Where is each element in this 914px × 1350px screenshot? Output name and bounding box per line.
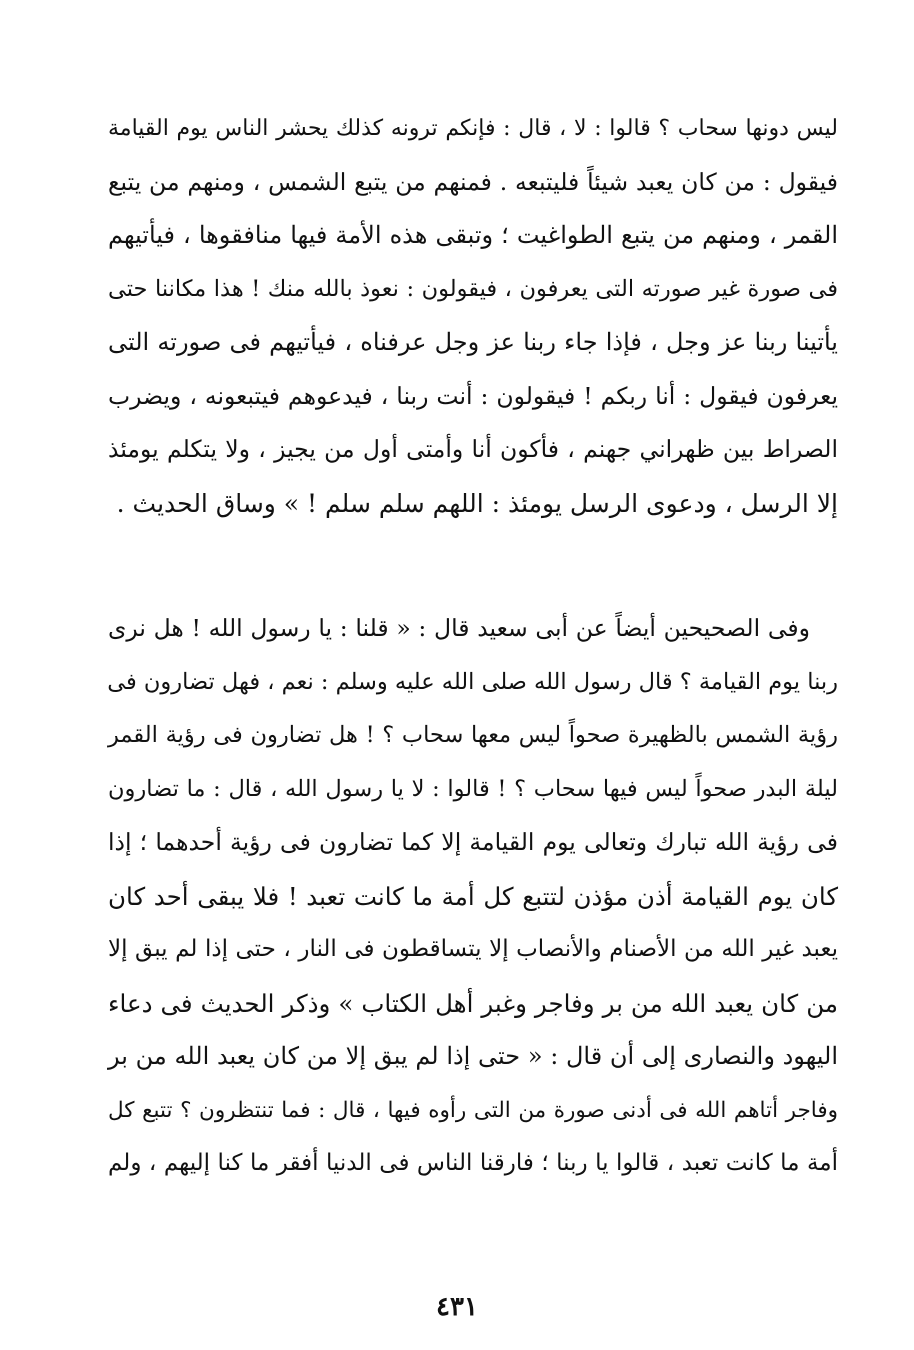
text-line: ليس دونها سحاب ؟ قالوا : لا ، قال : فإنكم ترونه كذلك يحشر الناس يوم القيامة bbox=[108, 116, 838, 141]
text-line: الصراط بين ظهراني جهنم ، فأكون أنا وأمتى أول من يجيز ، ولا يتكلم يومئذ bbox=[108, 435, 838, 463]
text-line: القمر ، ومنهم من يتبع الطواغيت ؛ وتبقى هذه الأمة فيها منافقوها ، فيأتيهم bbox=[108, 221, 838, 249]
page-number: ٤٣١ bbox=[436, 1292, 478, 1322]
text-line: وفاجر أتاهم الله فى أدنى صورة من التى رأوه فيها ، قال : فما تنتظرون ؟ تتبع كل bbox=[108, 1097, 838, 1123]
text-line: أمة ما كانت تعبد ، قالوا يا ربنا ؛ فارقنا الناس فى الدنيا أفقر ما كنا إليهم ، ولم bbox=[108, 1150, 838, 1176]
text-line: فى صورة غير صورته التى يعرفون ، فيقولون : نعوذ بالله منك ! هذا مكاننا حتى bbox=[108, 275, 838, 302]
paragraph-1 bbox=[108, 102, 838, 530]
text-line: ليلة البدر صحواً ليس فيها سحاب ؟ ! قالوا : لا يا رسول الله ، قال : ما تضارون bbox=[108, 775, 838, 802]
text-line: من كان يعبد الله من بر وفاجر وغبر أهل الكتاب » وذكر الحديث فى دعاء bbox=[108, 988, 838, 1018]
text-line: فى رؤية الله تبارك وتعالى يوم القيامة إلا كما تضارون فى رؤية أحدهما ؛ إذا bbox=[108, 828, 838, 856]
text-line: يعبد غير الله من الأصنام والأنصاب إلا يتساقطون فى النار ، حتى إذا لم يبق إلا bbox=[108, 936, 838, 962]
text-line: وفى الصحيحين أيضاً عن أبى سعيد قال : « قلنا : يا رسول الله ! هل نرى bbox=[108, 614, 810, 642]
text-line: ربنا يوم القيامة ؟ قال رسول الله صلى الله عليه وسلم : نعم ، فهل تضارون فى bbox=[107, 668, 838, 695]
text-line: يأتينا ربنا عز وجل ، فإذا جاء ربنا عز وجل عرفناه ، فيأتيهم فى صورته التى bbox=[108, 328, 838, 356]
text-line: إلا الرسل ، ودعوى الرسل يومئذ : اللهم سلم سلم ! » وساق الحديث . bbox=[116, 488, 838, 518]
text-line: كان يوم القيامة أذن مؤذن لتتبع كل أمة ما كانت تعبد ! فلا يبقى أحد كان bbox=[108, 881, 838, 911]
paragraph-2 bbox=[108, 602, 838, 1191]
text-line: اليهود والنصارى إلى أن قال : « حتى إذا لم يبق إلا من كان يعبد الله من بر bbox=[108, 1042, 838, 1070]
text-line: رؤية الشمس بالظهيرة صحواً ليس معها سحاب ؟ ! هل تضارون فى رؤية القمر bbox=[108, 722, 838, 748]
text-line: يعرفون فيقول : أنا ربكم ! فيقولون : أنت ربنا ، فيدعوهم فيتبعونه ، ويضرب bbox=[108, 381, 838, 410]
text-line: فيقول : من كان يعبد شيئاً فليتبعه . فمنهم من يتبع الشمس ، ومنهم من يتبع bbox=[108, 167, 838, 196]
